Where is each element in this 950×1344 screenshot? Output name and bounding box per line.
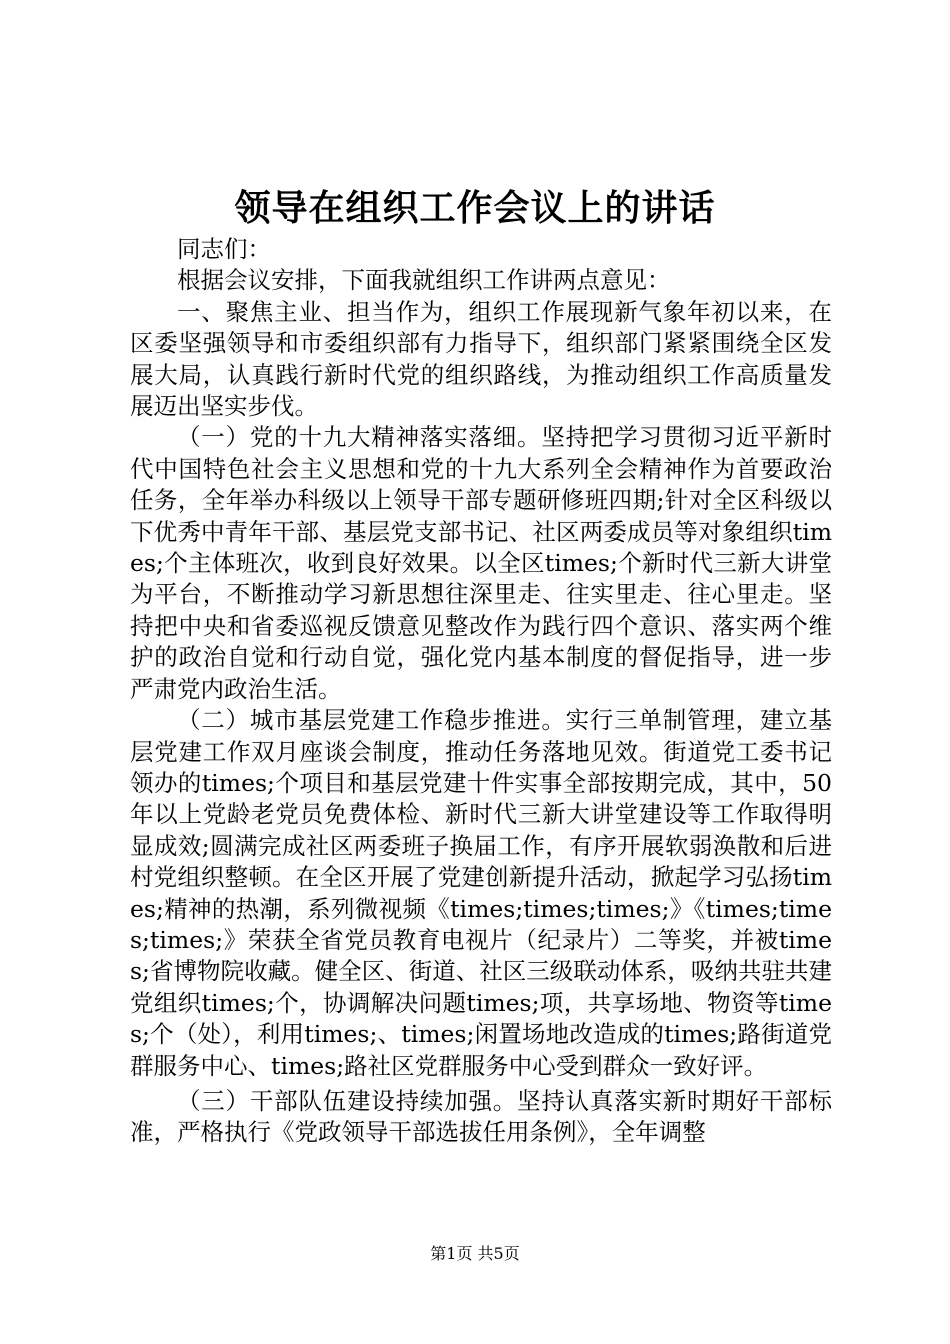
document-title: 领导在组织工作会议上的讲话 bbox=[234, 187, 716, 229]
section-one-heading-paragraph: 一、聚焦主业、担当作为，组织工作展现新气象年初以来，在区委坚强领导和市委组织部有力指导下，组织部门紧紧围绕全区发展大局，认真践行新时代党的组织路线，为推动组织工作高质量发展迈出坚实步伐。 bbox=[130, 297, 832, 421]
intro-paragraph: 根据会议安排，下面我就组织工作讲两点意见： bbox=[177, 266, 671, 295]
document-body bbox=[130, 234, 832, 1149]
salutation-paragraph: 同志们： bbox=[177, 235, 271, 263]
page-number-footer: 第1页 共5页 bbox=[430, 1244, 520, 1263]
subsection-three-paragraph: （三）干部队伍建设持续加强。坚持认真落实新时期好干部标准，严格执行《党政领导干部选拔任用条例》，全年调整 bbox=[130, 1086, 832, 1147]
subsection-two-paragraph: （二）城市基层党建工作稳步推进。实行三单制管理，建立基层党建工作双月座谈会制度，推动任务落地见效。街道党工委书记领办的times;个项目和基层党建十件实事全部按期完成，其中，50年以上党龄老党员免费体检、新时代三新大讲堂建设等工作取得明显成效;圆满完成社区两委班子换届工作，有序开展软弱涣散和后进村党组织整顿。在全区开展了党建创新提升活动，掀起学习弘扬times;精神的热潮，系列微视频《times;times;times;》《times;times;times;》荣获全省党员教育电视片（纪录片）二等奖，并被times;省博物院收藏。健全区、街道、社区三级联动体系，吸纳共驻共建党组织times;个，协调解决问题times;项，共享场地、物资等times;个（处），利用times;、times;闲置场地改造成的times;路街道党群服务中心、times;路社区党群服务中心受到群众一致好评。 bbox=[130, 706, 832, 1080]
subsection-one-paragraph: （一）党的十九大精神落实落细。坚持把学习贯彻习近平新时代中国特色社会主义思想和党的十九大系列全会精神作为首要政治任务，全年举办科级以上领导干部专题研修班四期;针对全区科级以下优秀中青年干部、基层党支部书记、社区两委成员等对象组织times;个主体班次，收到良好效果。以全区times;个新时代三新大讲堂为平台，不断推动学习新思想往深里走、往实里走、往心里走。坚持把中央和省委巡视反馈意见整改作为践行四个意识、落实两个维护的政治自觉和行动自觉，强化党内基本制度的督促指导，进一步严肃党内政治生活。 bbox=[130, 423, 832, 703]
